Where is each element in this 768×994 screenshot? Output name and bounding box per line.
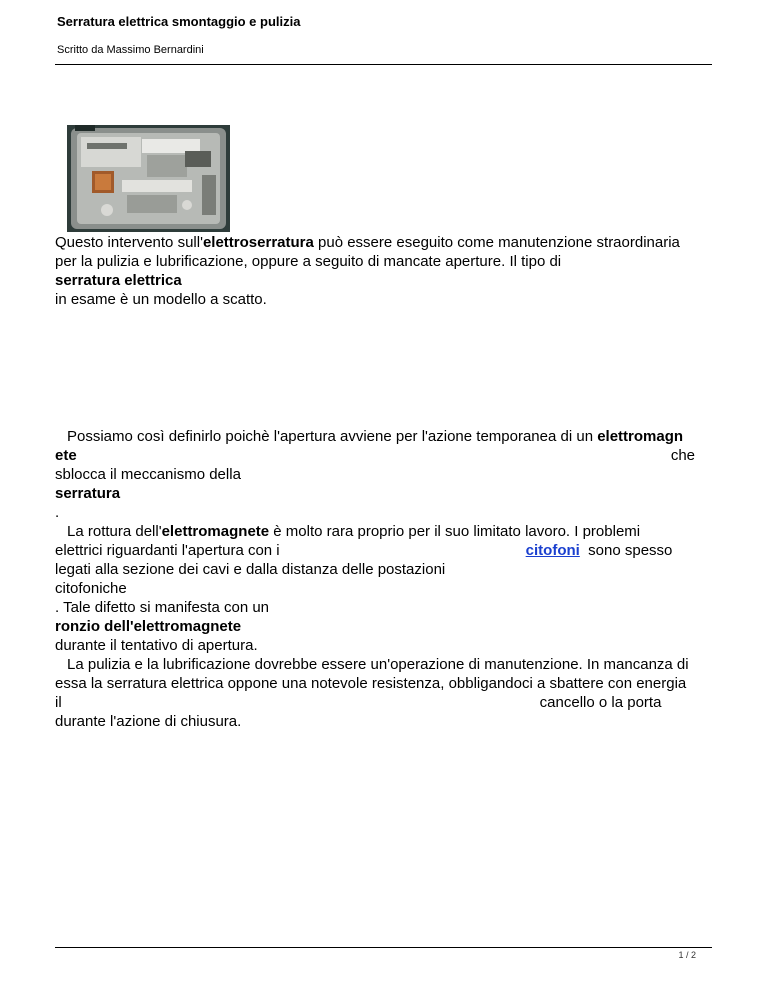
header-title: Serratura elettrica smontaggio e pulizia [57,14,301,29]
page-number: 1 / 2 [678,950,696,960]
p1-bold-serratura: serratura [55,485,121,502]
p2-bold-elettromagnete: elettromagnete [161,523,270,540]
p1-text-che: che [670,447,695,464]
p3-text-il: il [55,694,62,711]
lock-mechanism-photo [67,125,230,232]
p2-text-a: La rottura dell' [67,523,162,540]
intro-bold-elettroserratura: elettroserratura [202,234,314,251]
p2-text-g: citofoniche [55,580,127,597]
intro-text-2: può essere eseguito come manutenzione straordinaria [313,234,680,251]
p1-bold-ete: ete [55,447,77,464]
p2-bold-ronzio: ronzio dell'elettromagnete [55,618,242,635]
intro-bold-serratura-elettrica: serratura elettrica [55,272,182,289]
p1-text-a: Possiamo così definirlo poichè l'apertura avviene per l'azione temporanea di un [67,428,598,445]
header-rule [55,64,712,65]
header-author: Scritto da Massimo Bernardini [57,44,204,56]
citofoni-link[interactable]: citofoni [525,542,580,559]
p1-text-d: sblocca il meccanismo della [55,466,241,483]
body-paragraph [55,427,713,731]
p2-text-f: legati alla sezione dei cavi e dalla distanza delle postazioni [55,561,446,578]
footer-rule [55,947,712,948]
p2-text-h: . Tale difetto si manifesta con un [55,599,270,616]
intro-text-1: Questo intervento sull' [55,234,203,251]
intro-text-3: per la pulizia e lubrificazione, oppure a seguito di mancate aperture. Il tipo di [55,253,562,270]
p2-text-d: elettrici riguardanti l'apertura con i [55,542,280,559]
p2-text-e: sono spesso [588,542,673,559]
intro-paragraph [55,233,713,309]
p3-text-b: essa la serratura elettrica oppone una notevole resistenza, obbligandoci a sbattere con energia [55,675,687,692]
p3-text-a: La pulizia e la lubrificazione dovrebbe essere un'operazione di manutenzione. In mancanza di [67,656,689,673]
p3-text-e: durante l'azione di chiusura. [55,713,242,730]
p2-text-i: durante il tentativo di apertura. [55,637,258,654]
p3-text-cancello: cancello o la porta [539,694,662,711]
p1-text-period: . [55,504,60,521]
p2-text-c: è molto rara proprio per il suo limitato lavoro. I problemi [269,523,641,540]
intro-text-4: in esame è un modello a scatto. [55,291,267,308]
p1-bold-elettromagn: elettromagn [597,428,684,445]
